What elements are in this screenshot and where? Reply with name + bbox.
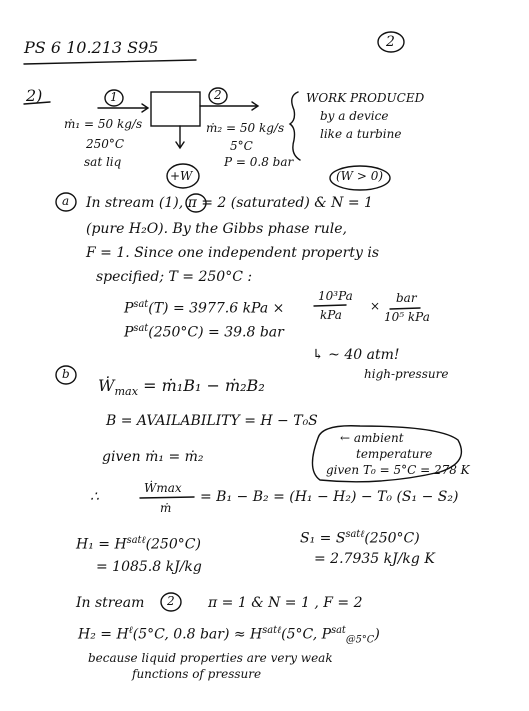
page-number: 2: [386, 34, 395, 50]
note-line1: WORK PRODUCED: [306, 91, 425, 105]
fraction1-denominator: kPa: [320, 308, 342, 322]
fraction-wmax: Ẇmax: [144, 481, 182, 495]
availability-difference: = B₁ − B₂ = (H₁ − H₂) − T₀ (S₁ − S₂): [200, 489, 459, 505]
availability-equation: B = AVAILABILITY = H − T₀S: [106, 413, 318, 429]
stream1-temperature: 250°C: [86, 137, 125, 151]
psat-equation-1: $P^{sat}(T) = 3977.6$ kPa ×: [124, 299, 285, 317]
part-a-line2: (pure H₂O). By the Gibbs phase rule,: [86, 221, 347, 237]
stream2-pressure: P = 0.8 bar: [224, 155, 294, 169]
bubble-line3: given T₀ = 5°C = 278 K: [326, 463, 470, 477]
pressure-note: ↳ ~ 40 atm!: [312, 347, 400, 363]
bubble-line2: temperature: [356, 447, 433, 461]
stream2-temperature: 5°C: [230, 139, 253, 153]
h2-equation: $H_2 = H^\ell(5^\circ C$, 0.8 $bar) \approx H^{sat\ell}(5^\circ C$, $P^{sat}_{@5^\circ C}$): [78, 625, 380, 646]
pressure-note-2: high-pressure: [364, 367, 449, 381]
note-condition: (W > 0): [336, 169, 384, 183]
fraction2-numerator: bar: [396, 291, 417, 305]
given-equal-flows: given ṁ₁ = ṁ₂: [102, 449, 204, 465]
times-sign: ×: [370, 299, 381, 313]
device-box: [151, 92, 200, 126]
stream1-label: 1: [110, 90, 118, 104]
h1-equation: $H_1 = H^{sat\ell}(250^\circ C)$: [76, 535, 201, 553]
part-a-line4: specified; T = 250°C :: [96, 269, 253, 285]
stream1-arrow: [98, 104, 148, 112]
s1-equation: $S_1 = S^{sat\ell}(250^\circ C)$: [300, 529, 420, 547]
bubble-line1: ← ambient: [340, 431, 404, 445]
work-label: +W: [170, 169, 193, 183]
s1-value: = 2.7935 kJ/kg K: [314, 551, 435, 567]
note-brace: [290, 92, 300, 160]
wmax-equation: Ẇ$_{max}$ = ṁ₁B₁ − ṁ₂B₂: [98, 376, 265, 399]
note-line2: by a device: [320, 109, 389, 123]
stream1-state: sat liq: [84, 155, 122, 169]
fraction2-denominator: 10⁵ kPa: [384, 310, 430, 324]
part-a-line1: In stream (1), π = 2 (saturated) & N = 1: [86, 195, 373, 211]
title-underline: [24, 60, 196, 64]
stream2-phase-rule: π = 1 & N = 1 , F = 2: [208, 595, 363, 611]
problem-number: 2): [26, 86, 43, 105]
stream2-circle-label: 2: [167, 594, 175, 608]
part-a-label: a: [62, 194, 70, 208]
stream2-intro: In stream: [76, 595, 145, 611]
stream2-label: 2: [214, 88, 222, 102]
fraction1-numerator: 10³Pa: [318, 289, 353, 303]
fraction-mdot: ṁ: [160, 501, 172, 515]
stream2-flow: ṁ₂ = 50 kg/s: [206, 121, 285, 135]
page-title: PS 6 10.213 S95: [24, 38, 159, 57]
h1-value: = 1085.8 kJ/kg: [96, 559, 202, 575]
part-b-label: b: [62, 367, 70, 381]
because-line2: functions of pressure: [132, 667, 262, 681]
stream1-flow: ṁ₁ = 50 kg/s: [64, 117, 143, 131]
part-a-line3: F = 1. Since one independent property is: [86, 245, 380, 261]
work-arrow: [176, 126, 184, 148]
therefore-sign: ∴: [90, 489, 99, 505]
note-line3: like a turbine: [320, 127, 402, 141]
because-line1: because liquid properties are very weak: [88, 651, 333, 665]
stream2-arrow: [200, 102, 258, 110]
psat-equation-2: $P^{sat}(250^\circ C) = 39.8$ bar: [124, 323, 284, 341]
